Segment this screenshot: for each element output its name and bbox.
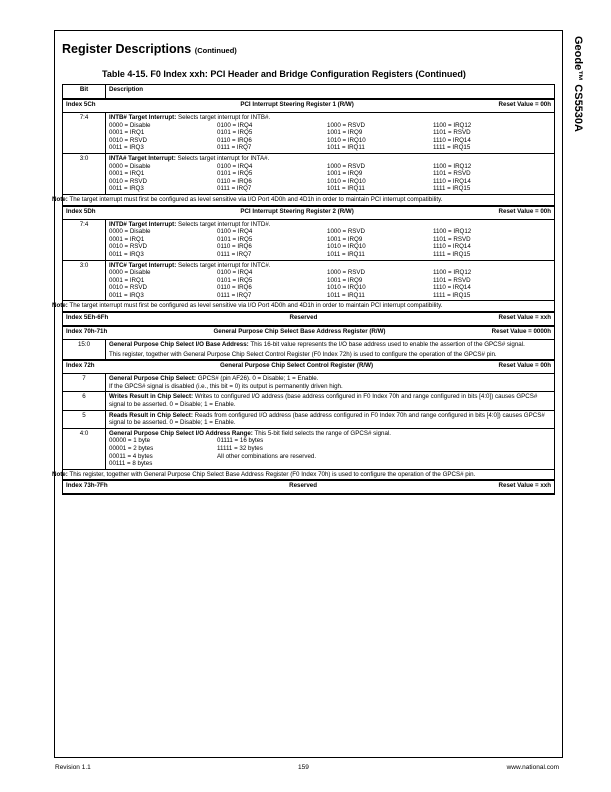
value-entry: 0110 = IRQ6 [217,136,252,144]
field-label: General Purpose Chip Select I/O Base Address: [109,341,249,349]
value-entry: 0001 = IRQ1 [109,235,145,243]
field-label: Reads Result in Chip Select: [109,411,193,419]
register-index: Index 72h [66,362,95,370]
value-entry: 0011 = IRQ3 [109,144,144,152]
value-entry: 1111 = IRQ15 [433,144,471,152]
field-label: INTD# Target Interrupt: [109,220,177,228]
field-desc: This 16-bit value represents the I/O base address used to enable the assertion of the GPCS# signal. [248,341,525,349]
field-row [63,392,555,410]
value-entry: 1110 = IRQ14 [433,136,471,144]
field-label: General Purpose Chip Select: [109,375,196,383]
field-bits: 6 [63,392,106,410]
value-entry: 1100 = IRQ12 [433,269,472,277]
register-reset: Reset Value = 00h [498,207,551,215]
value-entry: 1010 = IRQ10 [327,243,366,251]
value-entry: 0010 = RSVD [109,284,148,292]
note-text: This register, together with General Purpose Chip Select Base Address Register (F0 Index 70h) is used to configure the operation of the GPCS# pin. [67,470,476,478]
value-entry: 1110 = IRQ14 [433,177,471,185]
register-header-5e [63,312,555,326]
field-row [63,410,555,428]
value-entry: 1111 = IRQ15 [433,250,471,258]
field-row [63,374,555,392]
value-entry: 1010 = IRQ10 [327,284,366,292]
value-entry: 1101 = RSVD [433,235,471,243]
value-entry: 0111 = IRQ7 [217,250,252,258]
value-entry: 1001 = IRQ9 [327,170,363,178]
value-entry: 1111 = IRQ15 [433,185,471,193]
value-entry: 01111 = 16 bytes [217,437,264,445]
register-name: Reserved [289,482,318,490]
register-index: Index 70h-71h [66,328,108,336]
value-entry: 1010 = IRQ10 [327,177,366,185]
value-entry: 1111 = IRQ15 [433,291,471,299]
field-label: INTB# Target Interrupt: [109,114,177,121]
value-entry: 1101 = RSVD [433,170,471,178]
value-entry: 00000 = 1 byte [109,437,151,445]
field-bits: 4:0 [63,428,106,469]
value-entry: 0100 = IRQ4 [217,162,253,170]
value-entry: 11111 = 32 bytes [217,445,263,452]
field-desc: Selects target interrupt for INTD#. [176,220,271,228]
value-entry: 1000 = RSVD [327,269,366,277]
field-desc: This 5-bit field selects the range of GPCS# signal. [252,429,391,437]
field-row [63,113,555,154]
note-row [63,301,555,312]
side-title: Geode™ CS5530A [572,36,584,132]
value-entry: 0000 = Disable [109,269,151,277]
field-row [63,428,555,469]
footer-url: www.national.com [506,764,559,771]
field-bits: 3:0 [63,153,106,194]
value-grid [109,163,551,193]
register-header-5c [63,99,555,113]
page-heading [62,42,237,56]
field-row [63,260,555,301]
register-reset: Reset Value = 00h [498,101,551,108]
value-entry: 0010 = RSVD [109,177,148,185]
field-label: General Purpose Chip Select I/O Address Range: [109,429,253,437]
value-grid [109,437,551,467]
value-entry: 0110 = IRQ6 [217,177,252,185]
value-entry: 0101 = IRQ5 [217,235,253,243]
register-index: Index 5Dh [66,207,96,215]
col-description: Description [106,85,555,100]
field-desc: Selects target interrupt for INTC#. [176,261,271,269]
value-entry: 1100 = IRQ12 [433,228,472,236]
value-entry: 1011 = IRQ11 [327,291,365,299]
field-desc: Selects target interrupt for INTA#. [175,154,270,162]
value-entry: 0010 = RSVD [109,243,148,251]
value-entry: 1101 = RSVD [433,129,471,137]
field-desc: Selects target interrupt for INTB#. [176,114,271,121]
value-entry: 0001 = IRQ1 [109,129,145,137]
heading-main: Register Descriptions [62,42,192,56]
register-table [52,84,555,495]
value-entry: 00111 = 8 bytes [109,460,153,468]
value-entry: 0111 = IRQ7 [217,144,252,152]
value-entry: 0110 = IRQ6 [217,284,252,292]
value-entry: 1001 = IRQ9 [327,235,363,243]
col-bit: Bit [63,85,106,100]
register-index: Index 73h-7Fh [66,482,108,490]
value-entry: 0111 = IRQ7 [217,185,252,193]
field-label: INTC# Target Interrupt: [109,261,177,269]
register-reset: Reset Value = 00h [498,362,551,370]
value-entry: 00011 = 4 bytes [109,452,153,460]
value-entry: 0011 = IRQ3 [109,250,144,258]
note-row [63,469,555,480]
value-entry: 0101 = IRQ5 [217,129,253,137]
field-desc-2: This register, together with General Purpose Chip Select Control Register (F0 Index 72h) is used to configure the operation of the GPCS# pin. [109,350,497,358]
value-entry: 0100 = IRQ4 [217,228,253,236]
value-entry: 0001 = IRQ1 [109,276,145,284]
field-row [63,340,555,361]
note-text: The target interrupt must first be configured as level sensitive via I/O Port 4D0h and 4D1h in order to maintain PCI interrupt compatibility. [67,195,443,203]
register-header-72 [63,360,555,374]
field-desc-2: If the GPCS# signal is disabled (i.e., this bit = 0) its output is permanently driven high. [109,382,343,390]
table-caption: Table 4-15. F0 Index xxh: PCI Header and Bridge Configuration Registers (Continued) [102,69,466,79]
value-entry: 0011 = IRQ3 [109,291,144,299]
value-entry: 1110 = IRQ14 [433,284,471,292]
note-label: Note: [52,470,68,478]
value-entry: 1011 = IRQ11 [327,144,365,152]
field-desc: GPCS# (pin AF26). 0 = Disable; 1 = Enable. [196,375,319,383]
value-entry: 0011 = IRQ3 [109,185,144,193]
value-grid [109,269,551,299]
value-entry: 0110 = IRQ6 [217,243,252,251]
value-entry: 1011 = IRQ11 [327,185,365,193]
field-label: Writes Result in Chip Select: [109,393,194,401]
field-bits: 3:0 [63,260,106,301]
value-entry: 1110 = IRQ14 [433,243,471,251]
field-desc: Reads from configured I/O address (base address configured in F0 Index 70h and range configured in bits [4:0]) causes GPCS# signal to be asserted. 0 = Disable; 1 = Enable. [109,411,545,427]
value-entry: 1000 = RSVD [327,228,366,236]
register-header-73 [63,480,555,494]
column-header-row [63,85,555,100]
register-reset: Reset Value = xxh [498,482,551,490]
note-label: Note: [52,302,68,310]
value-entry: 0100 = IRQ4 [217,269,253,277]
field-bits: 15:0 [63,340,106,361]
register-index: Index 5Eh-6Fh [66,314,109,322]
value-entry: 0111 = IRQ7 [217,291,252,299]
value-entry: 0001 = IRQ1 [109,170,145,178]
register-name: PCI Interrupt Steering Register 1 (R/W) [240,101,354,108]
value-entry: 1001 = IRQ9 [327,129,363,137]
register-header-5d [63,206,555,220]
value-entry: 0101 = IRQ5 [217,276,253,284]
field-bits: 7:4 [63,113,106,154]
value-entry: 1011 = IRQ11 [327,250,365,258]
value-entry: 1100 = IRQ12 [433,162,472,170]
footer-page-number: 159 [298,764,309,771]
value-grid [109,122,551,152]
field-bits: 7 [63,374,106,392]
value-entry: 1000 = RSVD [327,162,366,170]
register-name: Reserved [289,314,318,322]
value-entry: 0100 = IRQ4 [217,121,253,129]
value-entry: 1100 = IRQ12 [433,121,472,129]
register-name: PCI Interrupt Steering Register 2 (R/W) [240,207,354,215]
register-header-70 [63,326,555,340]
value-entry: 1010 = IRQ10 [327,136,366,144]
register-name: General Purpose Chip Select Base Address Register (R/W) [213,328,386,336]
field-label: INTA# Target Interrupt: [109,154,176,162]
register-name: General Purpose Chip Select Control Register (R/W) [220,362,374,370]
note-label: Note: [52,195,68,203]
value-entry: 1101 = RSVD [433,276,471,284]
value-grid [109,228,551,258]
note-row [63,194,555,205]
value-entry: 0101 = IRQ5 [217,170,253,178]
field-bits: 7:4 [63,219,106,260]
value-entry: All other combinations are reserved. [217,452,317,460]
value-entry: 0000 = Disable [109,121,151,129]
value-entry: 0000 = Disable [109,162,151,170]
value-entry: 0000 = Disable [109,228,151,236]
field-row [63,219,555,260]
field-row [63,153,555,194]
value-entry: 1000 = RSVD [327,121,366,129]
value-entry: 1001 = IRQ9 [327,276,363,284]
footer-revision: Revision 1.1 [55,764,91,771]
value-entry: 00001 = 2 bytes [109,445,154,452]
register-index: Index 5Ch [66,101,96,108]
note-text: The target interrupt must first be configured as level sensitive via I/O Port 4D0h and 4D1h in order to maintain PCI interrupt compatibility. [67,302,443,310]
value-entry: 0010 = RSVD [109,136,148,144]
field-bits: 5 [63,410,106,428]
register-reset: Reset Value = 0000h [491,328,551,336]
field-desc: Writes to configured I/O address (base address configured in F0 Index 70h and range configured in bits [4:0]) causes GPCS# signal to be asserted. 0 = Disable; 1 = Enable. [109,393,538,409]
heading-sub: (Continued) [194,46,237,55]
register-reset: Reset Value = xxh [498,314,551,322]
